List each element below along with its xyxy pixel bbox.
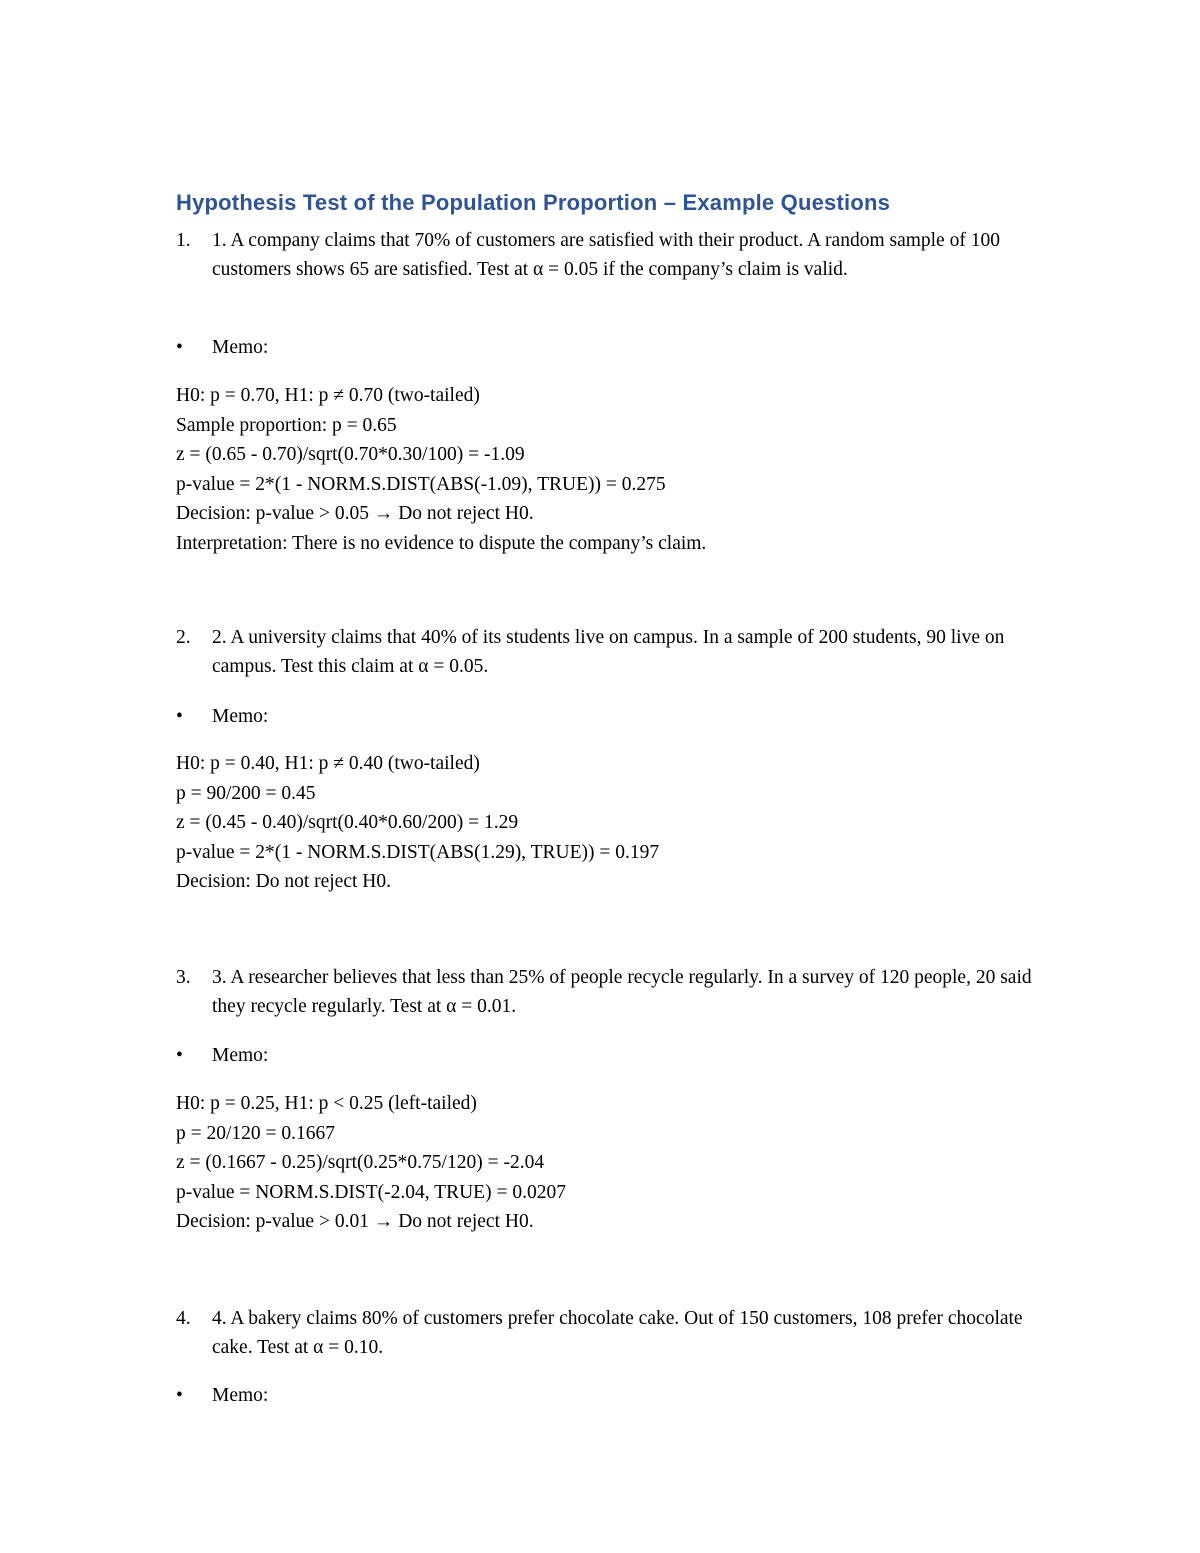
answer-line: p-value = 2*(1 - NORM.S.DIST(ABS(1.29), TRUE)) = 0.197 <box>176 841 660 863</box>
question-4 <box>176 1304 1036 1362</box>
answer-line: z = (0.65 - 0.70)/sqrt(0.70*0.30/100) = -1.09 <box>176 444 525 465</box>
answer-line: Decision: p-value > 0.05 → Do not reject H0. <box>176 503 534 524</box>
bullet-icon: • <box>176 706 183 727</box>
answer-line: Sample proportion: p = 0.65 <box>176 414 397 436</box>
bullet-icon: • <box>176 1045 183 1066</box>
question-3 <box>176 963 1036 1021</box>
answer-line: H0: p = 0.70, H1: p ≠ 0.70 (two-tailed) <box>176 385 480 406</box>
question-text: 1. A company claims that 70% of customers are satisfied with their product. A random sample of 100 customers shows 65 are satisfied. Test at α = 0.05 if the company’s claim is valid. <box>212 230 1000 280</box>
answer-line: p-value = 2*(1 - NORM.S.DIST(ABS(-1.09), TRUE)) = 0.275 <box>176 473 666 495</box>
answer-line: Interpretation: There is no evidence to dispute the company’s claim. <box>176 532 707 554</box>
answer-block-3 <box>176 1089 1036 1237</box>
answer-block-2 <box>176 749 1036 897</box>
bullet-icon: • <box>176 337 183 358</box>
question-2 <box>176 623 1036 681</box>
question-number: 1. <box>176 230 191 251</box>
answer-line: p-value = NORM.S.DIST(-2.04, TRUE) = 0.0207 <box>176 1181 566 1203</box>
memo-label: Memo: <box>212 337 269 358</box>
document-title: Hypothesis Test of the Population Proportion – Example Questions <box>176 190 891 215</box>
memo-label: Memo: <box>212 1045 269 1066</box>
question-text: 3. A researcher believes that less than 25% of people recycle regularly. In a survey of 120 people, 20 said they recycle regularly. Test at α = 0.01. <box>212 967 1032 1017</box>
answer-line: Decision: Do not reject H0. <box>176 871 391 892</box>
memo-item <box>176 1041 268 1070</box>
answer-line: z = (0.1667 - 0.25)/sqrt(0.25*0.75/120) = -2.04 <box>176 1152 545 1173</box>
answer-line: z = (0.45 - 0.40)/sqrt(0.40*0.60/200) = 1.29 <box>176 812 519 833</box>
question-number: 4. <box>176 1308 191 1329</box>
answer-block-1 <box>176 381 1036 558</box>
question-1 <box>176 226 1036 284</box>
answer-line: H0: p = 0.25, H1: p < 0.25 (left-tailed) <box>176 1093 477 1114</box>
answer-line: p = 20/120 = 0.1667 <box>176 1122 336 1144</box>
memo-label: Memo: <box>212 706 269 727</box>
memo-item <box>176 702 268 731</box>
question-text: 4. A bakery claims 80% of customers prefer chocolate cake. Out of 150 customers, 108 prefer chocolate cake. Test at α = 0.10. <box>212 1308 1023 1358</box>
memo-item <box>176 333 268 362</box>
memo-label: Memo: <box>212 1385 269 1406</box>
memo-item <box>176 1381 268 1410</box>
question-number: 3. <box>176 967 191 988</box>
answer-line: H0: p = 0.40, H1: p ≠ 0.40 (two-tailed) <box>176 753 480 774</box>
bullet-icon: • <box>176 1385 183 1406</box>
answer-line: p = 90/200 = 0.45 <box>176 782 316 804</box>
answer-line: Decision: p-value > 0.01 → Do not reject H0. <box>176 1211 534 1232</box>
question-text: 2. A university claims that 40% of its students live on campus. In a sample of 200 students, 90 live on campus. Test this claim at α = 0.05. <box>212 627 1005 677</box>
question-number: 2. <box>176 627 191 648</box>
